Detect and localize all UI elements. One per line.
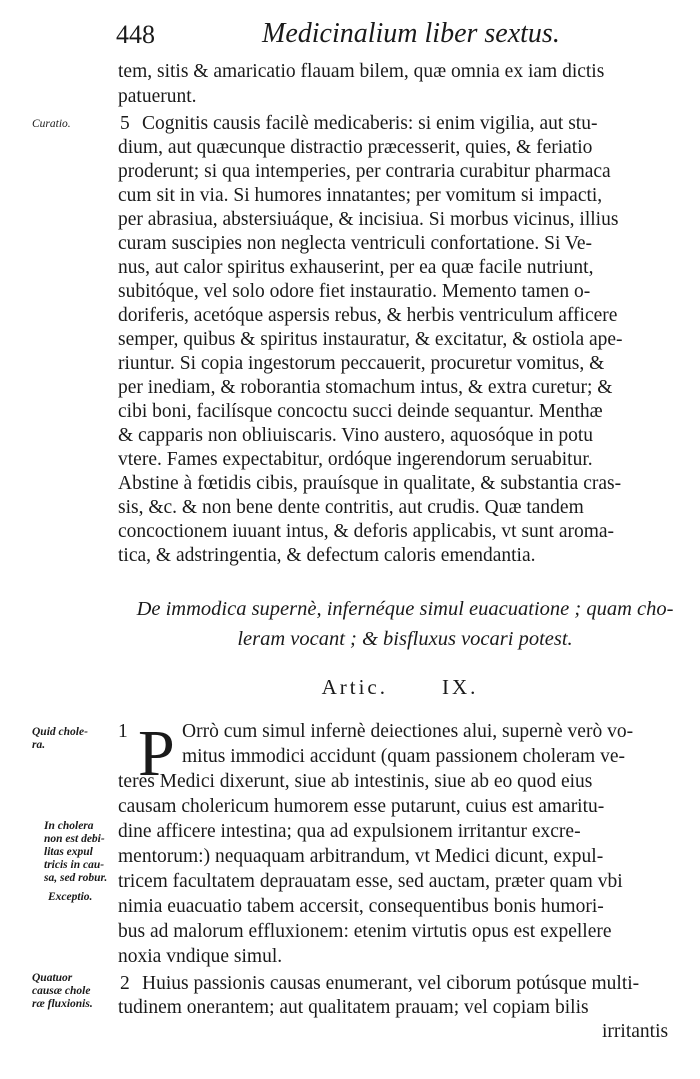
body-line: 2 Huius passionis causas enumerant, vel ciborum potúsque multi-: [120, 973, 640, 994]
body-line: curam suscipies non neglecta ventriculi confortatione. Si Ve-: [118, 233, 592, 254]
margin-note-in-cholera: In cholera non est debi- litas expul tricis in cau- sa, sed robur.: [44, 820, 108, 884]
body-line: Orrò cum simul infernè deiectiones alui, supernè verò vo-: [182, 721, 634, 742]
body-line: tica, & adstringentia, & defectum caloris emendantia.: [118, 545, 536, 566]
body-line: nimia euacuatio tabem accersit, consequentibus bonis humori-: [118, 896, 604, 917]
body-line: per inediam, & roborantia stomachum intus, & extra curetur; &: [118, 377, 613, 398]
margin-note-quid-cholera: Quid chole- ra.: [32, 726, 88, 751]
paragraph-number: 2: [120, 973, 130, 994]
body-line: riuntur. Si copia ingestorum peccauerit, procuretur vomitus, &: [118, 353, 605, 374]
body-line: & capparis non obliuiscaris. Vino austero, aquosóque in potu: [118, 425, 594, 446]
body-line: tricem facultatem deprauatam esse, sed auctam, præter quam vbi: [118, 871, 623, 892]
paragraph-number: 1: [118, 721, 128, 742]
body-line: mentorum:) nequaquam arbitrandum, vt Medici dicunt, expul-: [118, 846, 604, 867]
body-line: concoctionem iuuant intus, & deforis applicabis, vt sunt aroma-: [118, 521, 615, 542]
article-number: IX.: [441, 675, 479, 699]
body-line: cibi boni, facilísque concoctu succi deinde sequantur. Menthæ: [118, 401, 603, 422]
margin-note-exceptio: Exceptio.: [48, 891, 93, 903]
running-title: Medicinalium liber sextus.: [262, 18, 560, 49]
body-line: noxia vndique simul.: [118, 946, 283, 967]
body-line: tem, sitis & amaricatio flauam bilem, quæ omnia ex iam dictis: [118, 61, 605, 82]
running-head: [110, 16, 670, 56]
body-line: Abstine à fœtidis cibis, prauísque in qualitate, & substantia cras-: [118, 473, 622, 494]
body-line: teres Medici dixerunt, siue ab intestinis, siue ab eo quod eius: [118, 771, 593, 792]
catchword: irritantis: [602, 1021, 669, 1042]
article-heading: [120, 675, 680, 700]
body-line: nus, aut calor spiritus exhauserint, per ea quæ facile nutriunt,: [118, 257, 594, 278]
body-line: cum sit in via. Si humores innatantes; per vomitum si impacti,: [118, 185, 603, 206]
body-line: sis, &c. & non bene dente contritis, aut crudis. Quæ tandem: [118, 497, 584, 518]
body-line: semper, quibus & spiritus instauratur, & excitatur, & ostiola ape-: [118, 329, 623, 350]
body-line: patuerunt.: [118, 86, 197, 107]
section-title-line: De immodica supernè, infernéque simul euacuatione ; quam cho-: [136, 598, 674, 620]
body-line: vtere. Fames expectabitur, ordóque ingerendorum seruabitur.: [118, 449, 593, 470]
body-line: subitóque, vel solo odore fiet instauratio. Memento tamen o-: [118, 281, 591, 302]
body-line: dium, aut quæcunque distractio præcesserit, quies, & feriatio: [118, 137, 593, 158]
drop-cap: P: [138, 717, 175, 790]
body-line: mitus immodici accidunt (quam passionem choleram ve-: [182, 746, 625, 767]
body-line: bus ad malorum effluxionem: etenim virtutis opus est expellere: [118, 921, 612, 942]
margin-note-curatio: Curatio.: [32, 118, 71, 130]
paragraph-number: 5: [120, 113, 130, 134]
body-line: dine afficere intestina; qua ad expulsionem irritantur excre-: [118, 821, 581, 842]
body-line: proderunt; si qua intemperies, per contraria curabitur pharmaca: [118, 161, 611, 182]
body-line: per abrasiua, abstersiuáque, & incisiua. Si morbus vicinus, illius: [118, 209, 619, 230]
body-line: 5 Cognitis causis facilè medicaberis: si enim vigilia, aut stu-: [120, 113, 598, 134]
page-number: 448: [116, 20, 155, 49]
body-line: doriferis, acetóque aspersis rebus, & herbis ventriculum afficere: [118, 305, 618, 326]
body-line: causam cholericum humorem esse putarunt, cuius est amaritu-: [118, 796, 605, 817]
section-title-line: leram vocant ; & bisfluxus vocari potest.: [237, 628, 573, 650]
article-label: Artic.: [321, 675, 388, 699]
body-line: tudinem onerantem; aut qualitatem prauam; vel copiam bilis: [118, 997, 589, 1018]
margin-note-quatuor: Quatuor causæ chole ræ fluxionis.: [32, 972, 93, 1010]
